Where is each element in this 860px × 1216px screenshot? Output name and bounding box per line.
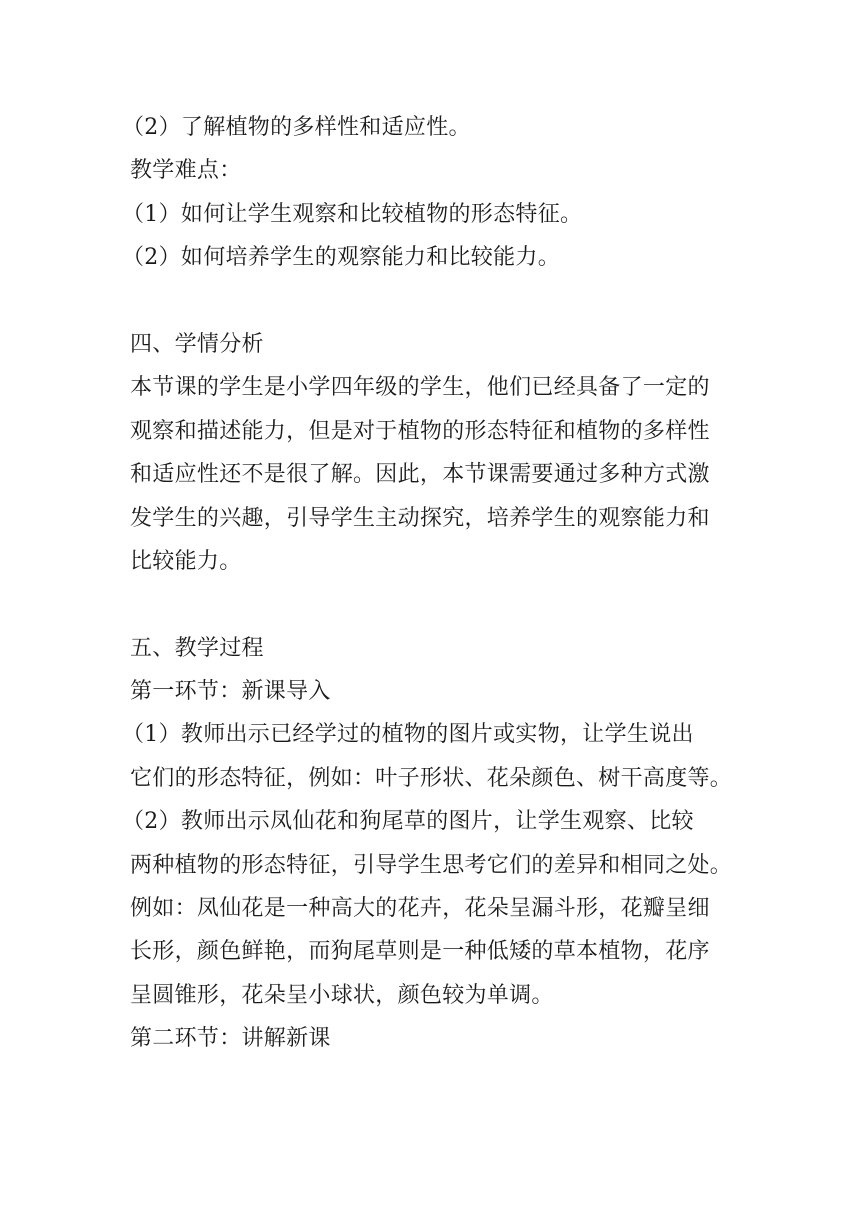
step-1-line-5: 例如：凤仙花是一种高大的花卉，花朵呈漏斗形，花瓣呈细 bbox=[130, 896, 710, 922]
section-4-line-2: 观察和描述能力，但是对于植物的形态特征和植物的多样性 bbox=[130, 418, 710, 444]
step-1-line-7: 呈圆锥形，花朵呈小球状，颜色较为单调。 bbox=[130, 982, 554, 1008]
step-1-line-2: 它们的形态特征，例如：叶子形状、花朵颜色、树干高度等。 bbox=[130, 765, 733, 791]
difficulties-heading: 教学难点： bbox=[130, 158, 242, 184]
step-1-line-6: 长形，颜色鲜艳，而狗尾草则是一种低矮的草本植物，花序 bbox=[130, 939, 710, 965]
step-1-heading: 第一环节：新课导入 bbox=[130, 679, 331, 705]
step-1-line-3: （2）教师出示凤仙花和狗尾草的图片，让学生观察、比较 bbox=[122, 809, 694, 835]
section-gap bbox=[130, 280, 750, 323]
section-5-heading: 五、教学过程 bbox=[130, 635, 264, 661]
document-page bbox=[122, 106, 750, 1061]
step-1-line-1: （1）教师出示已经学过的植物的图片或实物，让学生说出 bbox=[122, 722, 694, 748]
section-4-heading: 四、学情分析 bbox=[130, 331, 264, 357]
section-gap bbox=[130, 583, 750, 626]
section-4-line-4: 发学生的兴趣，引导学生主动探究，培养学生的观察能力和 bbox=[130, 505, 710, 531]
section-4-line-1: 本节课的学生是小学四年级的学生，他们已经具备了一定的 bbox=[130, 375, 710, 401]
objective-item-2: （2）了解植物的多样性和适应性。 bbox=[122, 115, 471, 140]
difficulty-item-2: （2）如何培养学生的观察能力和比较能力。 bbox=[122, 245, 560, 271]
step-2-heading: 第二环节：讲解新课 bbox=[130, 1026, 331, 1052]
section-4-line-5: 比较能力。 bbox=[130, 548, 242, 574]
difficulty-item-1: （1）如何让学生观察和比较植物的形态特征。 bbox=[122, 201, 583, 227]
step-1-line-4: 两种植物的形态特征，引导学生思考它们的差异和相同之处。 bbox=[130, 852, 733, 878]
section-4-line-3: 和适应性还不是很了解。因此，本节课需要通过多种方式激 bbox=[130, 462, 710, 488]
